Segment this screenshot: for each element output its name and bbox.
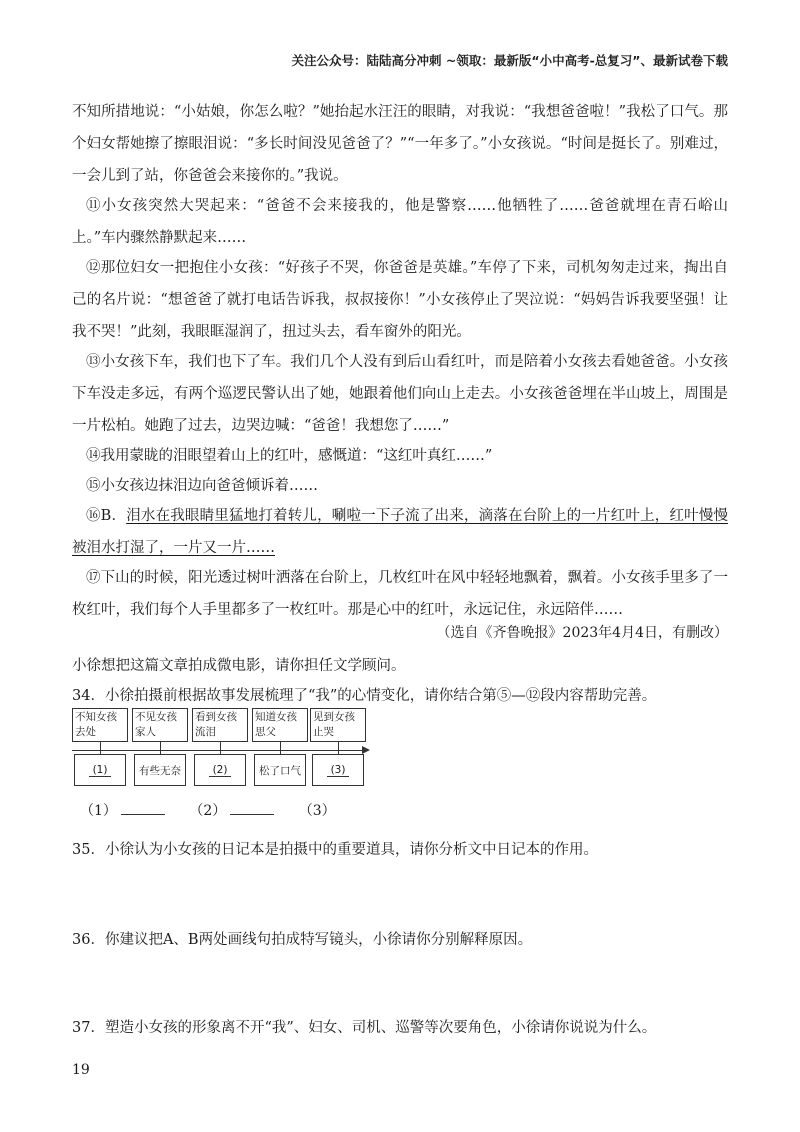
- paragraph-17: ⑰下山的时候，阳光透过树叶洒落在台阶上，几枚红叶在风中轻轻地飘着，飘着。小女孩手里多了一枚红叶，我们每个人手里都多了一枚红叶。那是心中的红叶，永远记住，永远陪伴……: [72, 570, 728, 618]
- flow-bottom-4: 松了口气: [254, 754, 306, 786]
- timeline-tick: [338, 742, 339, 754]
- page-header: 关注公众号：陆陆高分冲刺 ~领取：最新版“小中高考-总复习”、最新试卷下载: [291, 53, 728, 68]
- source-citation: （选自《齐鲁晚报》2023年4月4日，有删改）: [436, 625, 728, 641]
- mood-flowchart: [72, 708, 372, 794]
- timeline-tick: [220, 742, 221, 754]
- timeline-tick: [160, 742, 161, 754]
- flow-top-3: 看到女孩流泪: [192, 708, 248, 742]
- paragraph-continued: 不知所措地说：“小姑娘，你怎么啦？”她抬起水汪汪的眼睛，对我说：“我想爸爸啦！”我松了口气。那个妇女帮她擦了擦眼泪说：“多长时间没见爸爸了？”“一年多了。”小女孩说。“时间是挺长了。别难过，一会儿到了站，你爸爸会来接你的。”我说。: [72, 104, 728, 184]
- flow-bottom-5: [312, 754, 364, 786]
- flow-top-1: 不知女孩去处: [72, 708, 128, 742]
- paragraph-13: ⑬小女孩下车，我们也下了车。我们几个人没有到后山看红叶，而是陪着小女孩去看她爸爸。小女孩下车没走多远，有两个巡逻民警认出了她，她跟着他们向山上走去。小女孩爸爸埋在半山坡上，周围是一片松柏。她跑了过去，边哭边喊：“爸爸！我想您了……”: [72, 354, 728, 434]
- answer-label-3: （3）: [298, 803, 336, 819]
- flow-top-4: 知道女孩思父: [252, 708, 308, 742]
- paragraph-15: ⑮小女孩边抹泪边向爸爸倾诉着……: [86, 478, 318, 494]
- paragraph-14: ⑭我用蒙眬的泪眼望着山上的红叶，感慨道：“这红叶真红……”: [86, 448, 493, 464]
- flow-bottom-2: 有些无奈: [134, 754, 186, 786]
- blank-2: (2): [209, 764, 232, 777]
- flow-bottom-1: [74, 754, 126, 786]
- flow-top-5: 见到女孩止哭: [310, 708, 366, 742]
- answer-label-2: （2）: [189, 803, 227, 819]
- paragraph-12: ⑫那位妇女一把抱住小女孩：“好孩子不哭，你爸爸是英雄。”车停了下来，司机匆匆走过来，掏出自己的名片说：“想爸爸了就打电话告诉我，叔叔接你！”小女孩停止了哭泣说：“妈妈告诉我要坚强！让我不哭！”此刻，我眼眶湿润了，扭过头去，看车窗外的阳光。: [72, 260, 728, 340]
- timeline-arrow-icon: [362, 746, 370, 754]
- question-35: 35．小徐认为小女孩的日记本是拍摄中的重要道具，请你分析文中日记本的作用。: [72, 842, 598, 858]
- blank-1: (1): [89, 764, 112, 777]
- answer-label-1: （1）: [80, 803, 117, 819]
- task-intro: 小徐想把这篇文章拍成微电影，请你担任文学顾问。: [72, 658, 406, 674]
- timeline-axis: [72, 750, 364, 751]
- page-number: 19: [72, 1062, 90, 1078]
- timeline-tick: [100, 742, 101, 754]
- answer-blanks: [80, 800, 336, 820]
- answer-line-1[interactable]: [121, 814, 165, 815]
- answer-line-2[interactable]: [230, 814, 274, 815]
- paragraph-16: [72, 500, 728, 564]
- flow-top-2: 不见女孩家人: [132, 708, 188, 742]
- paragraph-11: ⑪小女孩突然大哭起来：“爸爸不会来接我的，他是警察……他牺牲了……爸爸就埋在青石峪山上。”车内骤然静默起来……: [72, 198, 728, 246]
- question-34: 34．小徐拍摄前根据故事发展梳理了“我”的心情变化，请你结合第⑤—⑫段内容帮助完善。: [72, 688, 657, 704]
- timeline-tick: [280, 742, 281, 754]
- paragraph-16-label: ⑯B．: [86, 508, 127, 524]
- question-36: 36．你建议把A、B两处画线句拍成特写镜头，小徐请你分别解释原因。: [72, 932, 533, 948]
- blank-3: (3): [327, 764, 350, 777]
- underlined-sentence-b: 泪水在我眼睛里猛地打着转儿，唰啦一下子流了出来，滴落在台阶上的一片红叶上，红叶慢慢被泪水打湿了，一片又一片……: [72, 508, 728, 556]
- flow-bottom-3: [194, 754, 246, 786]
- question-37: 37．塑造小女孩的形象离不开“我”、妇女、司机、巡警等次要角色，小徐请你说说为什么。: [72, 1020, 657, 1036]
